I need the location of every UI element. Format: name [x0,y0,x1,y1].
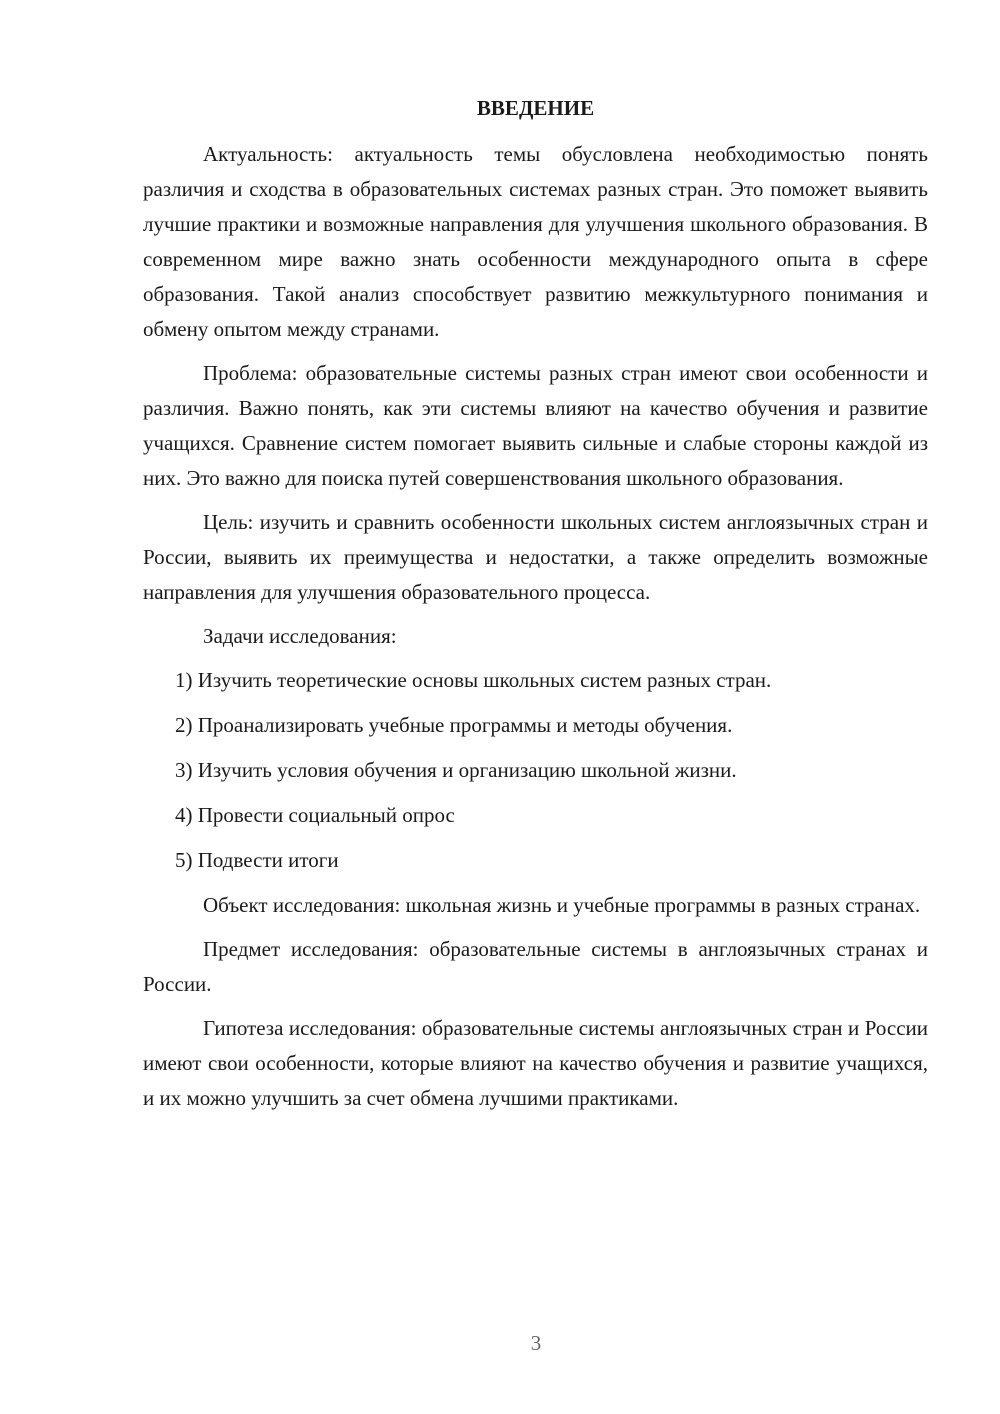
page-title: ВВЕДЕНИЕ [476,96,595,120]
hypothesis-paragraph: Гипотеза исследования: образовательные системы англоязычных стран и России имеют свои особенности, которые влияют на качество обучения и развитие учащихся, и их можно улучшить за счет обмена лучшими практиками. [143,1016,928,1110]
subject-paragraph: Предмет исследования: образовательные системы в англоязычных странах и России. [143,937,928,996]
document-page [143,88,928,1125]
list-item: 3) Изучить условия обучения и организацию школьной жизни. [175,758,737,782]
object-paragraph: Объект исследования: школьная жизнь и учебные программы в разных странах. [203,893,921,917]
goal-paragraph: Цель: изучить и сравнить особенности школьных систем англоязычных стран и России, выявить их преимущества и недостатки, а также определить возможные направления для улучшения образовательного процесса. [143,510,928,604]
list-item: 4) Провести социальный опрос [175,803,455,827]
list-item: 1) Изучить теоретические основы школьных систем разных стран. [175,668,772,692]
tasks-list [143,663,928,878]
relevance-paragraph: Актуальность: актуальность темы обусловлена необходимостью понять различия и сходства в образовательных системах разных стран. Это поможет выявить лучшие практики и возможные направления для улучшения школьного образования. В современном мире важно знать особенности международного опыта в сфере образования. Такой анализ способствует развитию межкультурного понимания и обмену опытом между странами. [143,142,928,341]
problem-paragraph: Проблема: образовательные системы разных стран имеют свои особенности и различия. Важно понять, как эти системы влияют на качество обучения и развитие учащихся. Сравнение систем помогает выявить сильные и слабые стороны каждой из них. Это важно для поиска путей совершенствования школьного образования. [143,361,928,490]
list-item: 2) Проанализировать учебные программы и методы обучения. [175,713,733,737]
page-number: 3 [530,1331,542,1355]
list-item: 5) Подвести итоги [175,848,339,872]
tasks-title: Задачи исследования: [203,624,397,648]
